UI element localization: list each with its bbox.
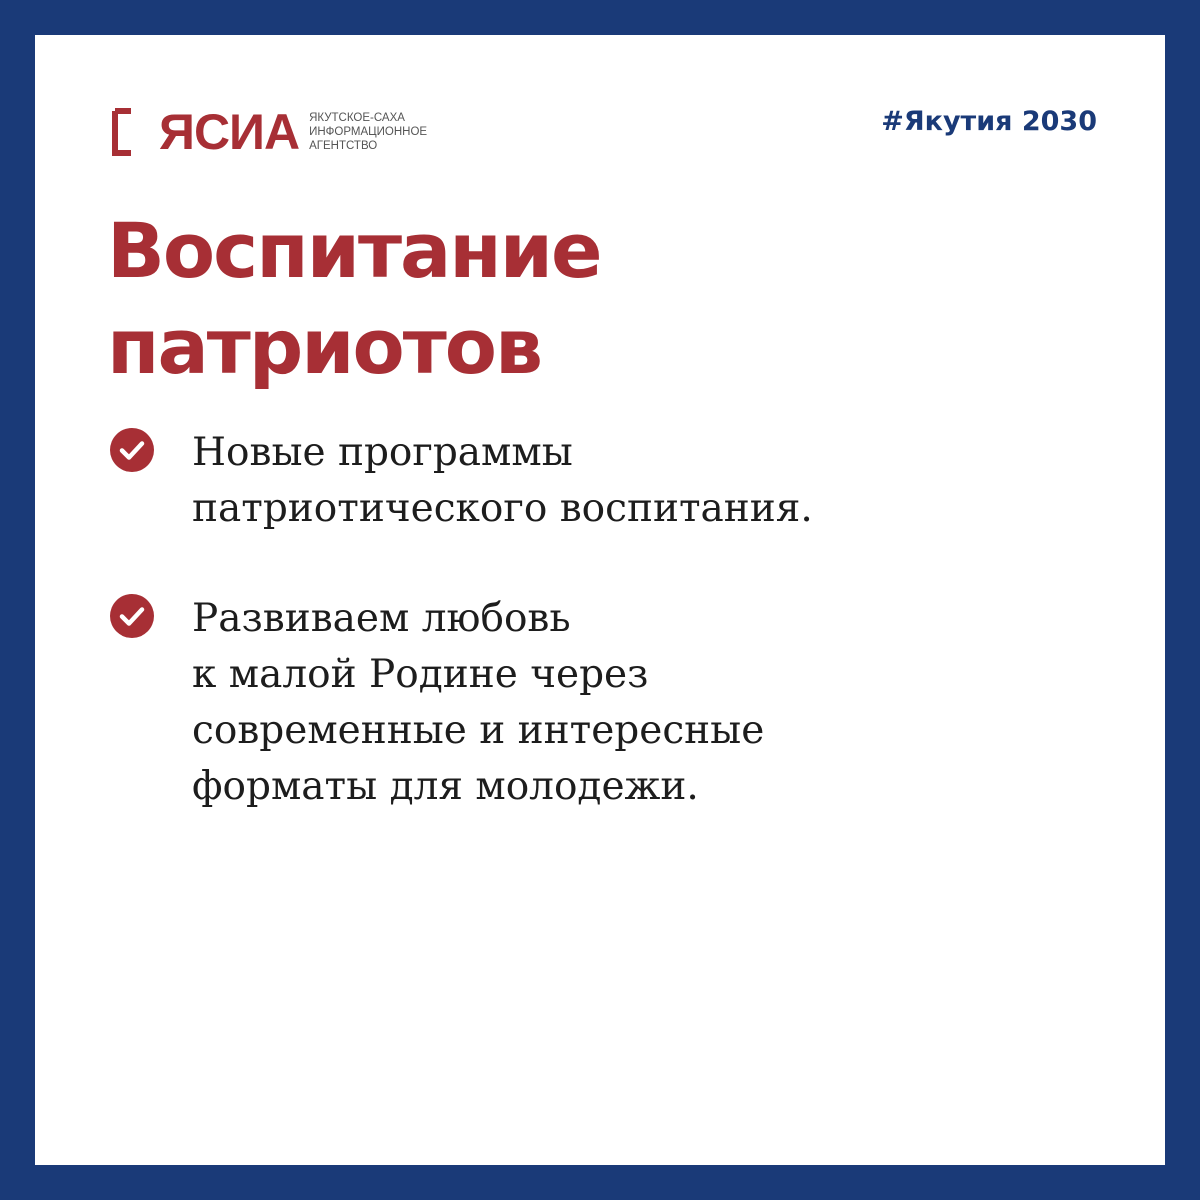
content-card (35, 35, 1165, 1165)
check-circle-icon (109, 427, 155, 473)
page-title-line: патриотов (107, 302, 542, 391)
list-item (109, 591, 764, 815)
list-item-line: Новые программы (192, 430, 573, 475)
logo-wordmark: ЯСИА (159, 104, 300, 160)
list-item (109, 425, 813, 537)
hashtag: #Якутия 2030 (881, 106, 1097, 137)
list-item-line: форматы для молодежи. (192, 764, 699, 809)
list-item-line: к малой Родине через (192, 652, 649, 697)
page-title (107, 203, 601, 395)
list-item-line: современные и интересные (192, 708, 765, 753)
logo-subtitle-line: ИНФОРМАЦИОННОЕ (309, 126, 428, 138)
list-item-text (192, 425, 813, 537)
list-item-text (192, 591, 764, 815)
logo-subtitle (309, 111, 427, 153)
page-title-line: Воспитание (107, 206, 601, 295)
logo-bracket-mark (111, 107, 157, 157)
check-circle-icon (109, 593, 155, 639)
logo-subtitle-line: АГЕНТСТВО (309, 140, 378, 152)
list-item-line: патриотического воспитания. (192, 486, 813, 531)
logo-subtitle-line: ЯКУТСКОЕ-САХА (309, 112, 405, 124)
list-item-line: Развиваем любовь (192, 596, 571, 641)
logo (111, 105, 427, 159)
